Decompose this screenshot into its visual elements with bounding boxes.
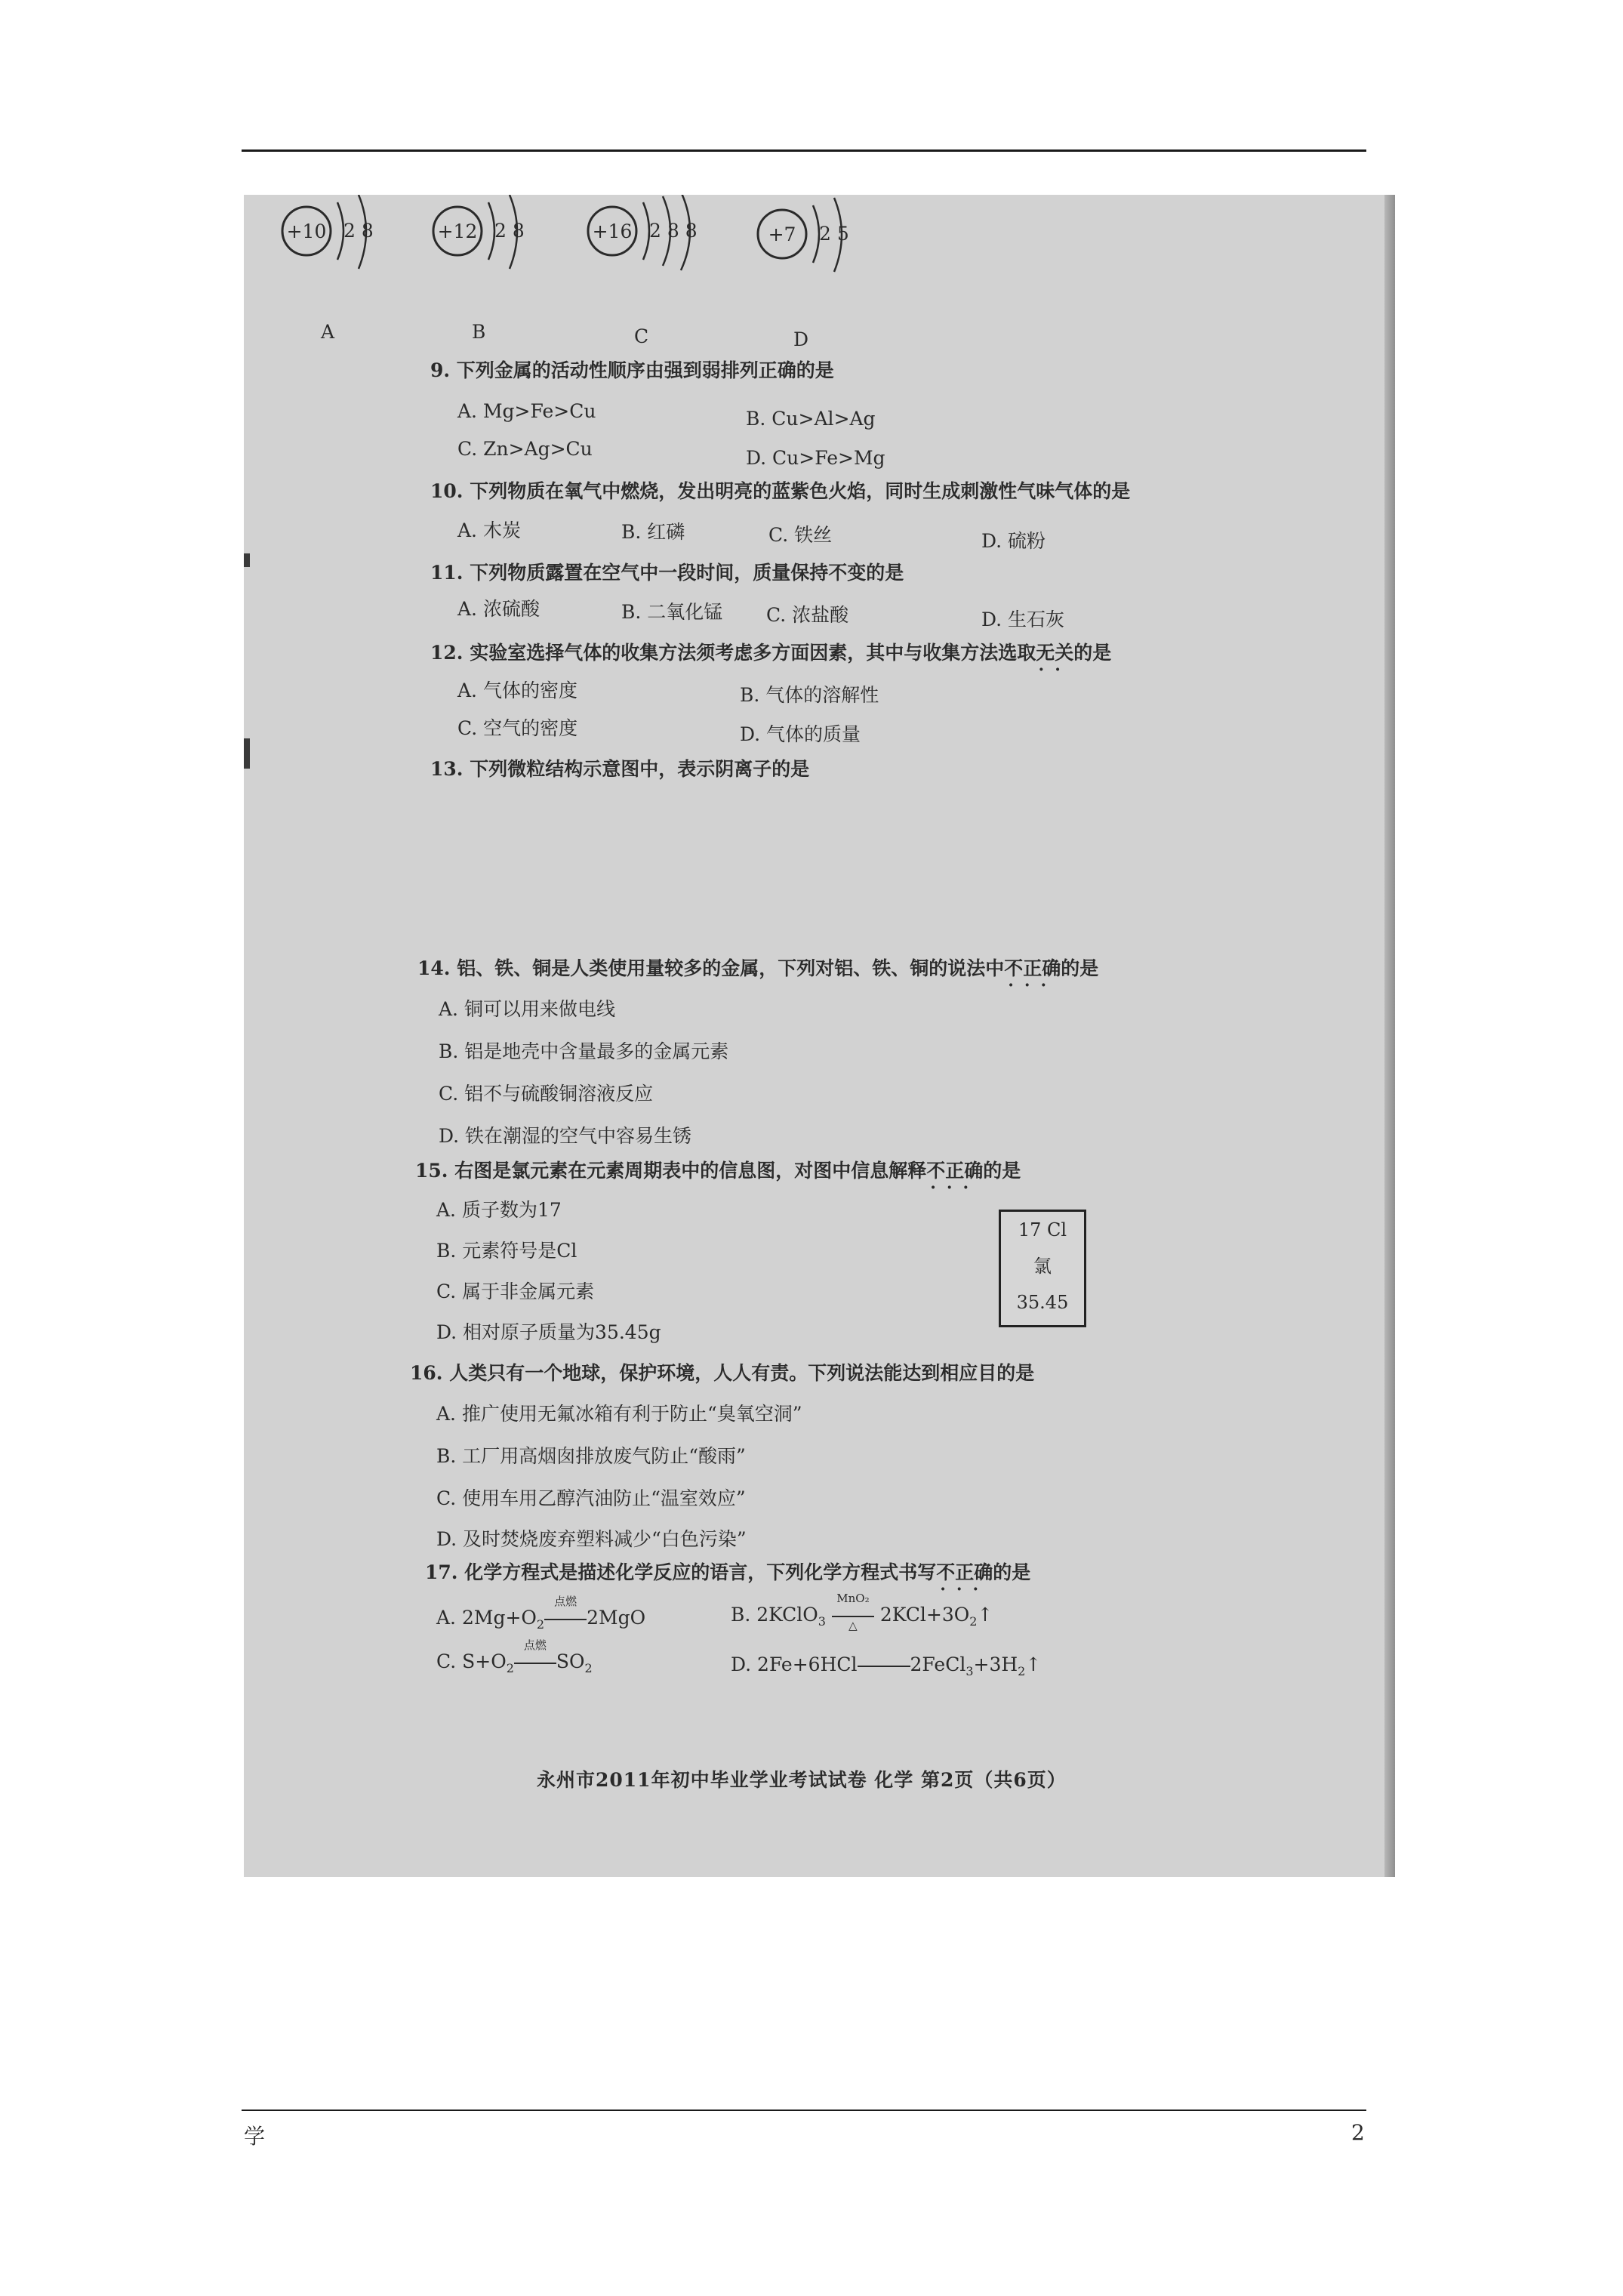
q11-option-a: A. 浓硫酸 — [457, 598, 540, 620]
scanned-exam-page — [244, 195, 1395, 1877]
question-9-stem: 9. 下列金属的活动性顺序由强到弱排列正确的是 — [430, 359, 834, 381]
q15-option-a: A. 质子数为17 — [436, 1199, 562, 1221]
q11-option-b: B. 二氧化锰 — [621, 601, 723, 623]
q14-emphasis-text: 不正确 — [1004, 957, 1061, 979]
q14-stem-end: 的是 — [1061, 957, 1099, 979]
element-name: 氯 — [1033, 1256, 1052, 1277]
element-mass: 35.45 — [1016, 1292, 1069, 1313]
atom-b-nucleus: +12 — [437, 220, 478, 242]
exam-footer: 永州市2011年初中毕业学业考试试卷 化学 第2页（共6页） — [537, 1769, 1067, 1791]
q17-emphasis — [936, 1561, 993, 1599]
atom-a-nucleus: +10 — [286, 220, 327, 242]
q17-option-b: B. 2KClO$_3$ MnO₂ △ $2KCl+3O_2↑$ — [731, 1592, 993, 1632]
q14-option-c: C. 铝不与硫酸铜溶液反应 — [439, 1083, 654, 1105]
q10-option-b: B. 红磷 — [621, 521, 685, 543]
q15-option-d: D. 相对原子质量为35.45g — [436, 1321, 661, 1343]
q16-option-a: A. 推广使用无氟冰箱有利于防止“臭氧空洞” — [436, 1403, 802, 1425]
reaction-condition — [544, 1595, 587, 1629]
q15-emphasis — [926, 1160, 984, 1197]
q9-option-d: D. Cu>Fe>Mg — [746, 447, 885, 469]
q12-emphasis — [1036, 642, 1074, 680]
q16-option-c: C. 使用车用乙醇汽油防止“温室效应” — [436, 1487, 746, 1509]
atom-c-label: C — [634, 325, 649, 347]
question-13-stem: 13. 下列微粒结构示意图中，表示阴离子的是 — [430, 758, 810, 780]
question-15-stem — [415, 1160, 1021, 1197]
q12-option-c: C. 空气的密度 — [457, 717, 578, 739]
q9-option-c: C. Zn>Ag>Cu — [457, 438, 593, 460]
chlorine-element-card — [999, 1210, 1086, 1327]
q12-stem-end: 的是 — [1073, 642, 1112, 664]
question-12-stem — [430, 642, 1112, 680]
edge-mark — [244, 738, 250, 769]
q14-emphasis — [1004, 957, 1061, 995]
q15-stem-text: 15. 右图是氯元素在元素周期表中的信息图，对图中信息解释 — [415, 1160, 927, 1182]
footer-rule — [242, 2110, 1366, 2111]
footer-label: 学 — [244, 2124, 266, 2149]
q15-emphasis-text: 不正确 — [926, 1160, 984, 1182]
condition-heat: △ — [848, 1619, 858, 1632]
atom-d-shells: 2 5 — [819, 223, 849, 245]
atom-diagram-c — [588, 195, 698, 347]
q12-option-a: A. 气体的密度 — [457, 680, 577, 701]
atom-c-shells: 2 8 8 — [649, 220, 698, 242]
q12-option-d: D. 气体的质量 — [740, 723, 861, 745]
question-14-stem — [417, 957, 1099, 995]
reaction-equals — [858, 1653, 910, 1676]
q14-option-a: A. 铜可以用来做电线 — [439, 998, 615, 1020]
atom-diagram-a — [282, 195, 374, 343]
q15-option-b: B. 元素符号是Cl — [436, 1240, 577, 1262]
condition-ignite-c: 点燃 — [523, 1638, 547, 1652]
q12-emphasis-text: 无关 — [1036, 642, 1074, 664]
atom-a-shells: 2 8 — [343, 220, 374, 242]
q14-option-d: D. 铁在潮湿的空气中容易生锈 — [439, 1125, 692, 1147]
atom-structure-diagrams — [244, 195, 923, 353]
condition-catalyst: MnO₂ — [836, 1592, 870, 1605]
q11-option-d: D. 生石灰 — [981, 609, 1065, 630]
q17-stem-text: 17. 化学方程式是描述化学反应的语言，下列化学方程式书写 — [425, 1561, 937, 1583]
emphasis-dots: ··· — [1008, 975, 1058, 995]
element-number-symbol: 17 Cl — [1018, 1219, 1067, 1240]
q12-option-b: B. 气体的溶解性 — [740, 684, 879, 706]
q16-option-b: B. 工厂用高烟囱排放废气防止“酸雨” — [436, 1445, 746, 1467]
q14-stem-text: 14. 铝、铁、铜是人类使用量较多的金属，下列对铝、铁、铜的说法中 — [417, 957, 1005, 979]
edge-mark — [244, 553, 250, 567]
q15-option-c: C. 属于非金属元素 — [436, 1281, 595, 1302]
question-16-stem: 16. 人类只有一个地球，保护环境，人人有责。下列说法能达到相应目的是 — [410, 1362, 1035, 1384]
atom-a-label: A — [321, 321, 335, 343]
condition-ignite-a: 点燃 — [554, 1595, 577, 1608]
atom-d-nucleus: +7 — [768, 223, 796, 245]
reaction-condition — [832, 1592, 874, 1632]
q15-stem-end: 的是 — [983, 1160, 1021, 1182]
q10-option-c: C. 铁丝 — [768, 524, 833, 546]
atom-c-nucleus: +16 — [592, 220, 633, 242]
page-number: 2 — [1351, 2120, 1365, 2145]
atom-d-label: D — [793, 328, 809, 350]
question-11-stem: 11. 下列物质露置在空气中一段时间，质量保持不变的是 — [430, 562, 904, 584]
q17-emphasis-text: 不正确 — [936, 1561, 993, 1583]
q17-stem-end: 的是 — [993, 1561, 1031, 1583]
atom-b-label: B — [472, 321, 486, 343]
atom-b-shells: 2 8 — [494, 220, 525, 242]
q10-option-a: A. 木炭 — [457, 519, 521, 541]
q9-option-b: B. Cu>Al>Ag — [746, 408, 876, 430]
emphasis-dots: ··· — [940, 1579, 990, 1599]
header-rule — [242, 149, 1366, 152]
q9-option-a: A. Mg>Fe>Cu — [457, 400, 596, 422]
question-10-stem: 10. 下列物质在氧气中燃烧，发出明亮的蓝紫色火焰，同时生成刺激性气味气体的是 — [430, 480, 1131, 502]
q14-option-b: B. 铝是地壳中含量最多的金属元素 — [439, 1040, 729, 1062]
reaction-condition — [514, 1638, 556, 1673]
atom-diagram-b — [433, 195, 525, 343]
emphasis-dots: ··· — [930, 1178, 980, 1197]
atom-diagram-d — [758, 198, 849, 350]
q17-option-a: A. $2Mg+O_2$ 点燃 2MgO — [436, 1595, 646, 1632]
q17-option-d: D. 2Fe+6HCl $2FeCl_3+3H_2↑$ — [731, 1653, 1042, 1678]
q12-stem-text: 12. 实验室选择气体的收集方法须考虑多方面因素，其中与收集方法选取 — [430, 642, 1036, 664]
q16-option-d: D. 及时焚烧废弃塑料减少“白色污染” — [436, 1528, 747, 1550]
q10-option-d: D. 硫粉 — [981, 530, 1046, 552]
emphasis-dots: ·· — [1038, 660, 1071, 680]
q11-option-c: C. 浓盐酸 — [766, 604, 849, 626]
q17-option-c: C. $S+O_2$ 点燃 $SO_2$ — [436, 1638, 593, 1675]
